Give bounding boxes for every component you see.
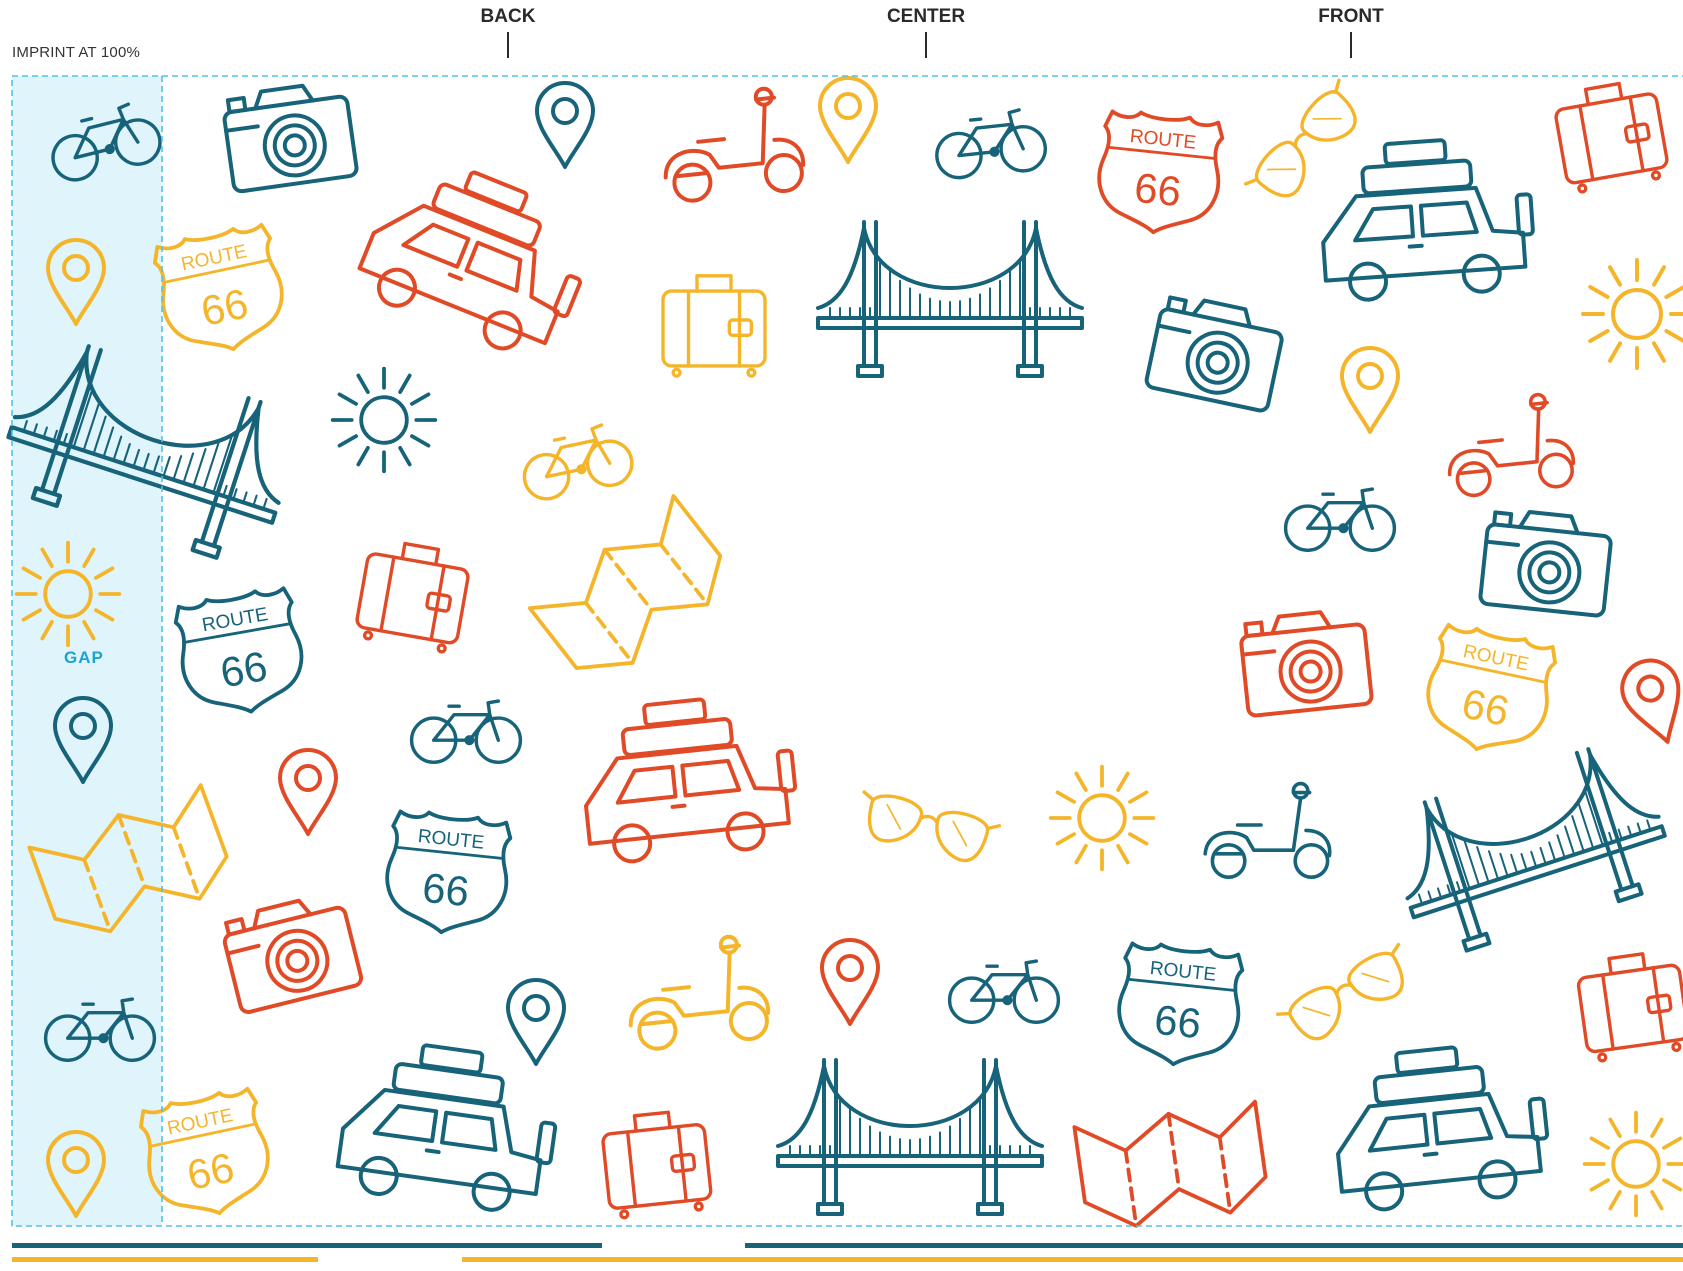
sunglasses-icon [854,789,1000,867]
sun-icon [1585,1113,1683,1216]
route-66-shield-icon [1094,109,1225,239]
svg-text:66: 66 [1132,163,1184,216]
marker-back: BACK [480,6,536,27]
svg-text:66: 66 [1152,995,1204,1048]
location-pin-icon [280,750,336,834]
location-pin-icon [1342,348,1398,432]
svg-text:ROUTE: ROUTE [416,825,486,854]
suitcase-icon [663,276,765,376]
route-66-shield-icon [151,222,292,362]
svg-text:66: 66 [1457,679,1514,735]
camera-icon [221,80,357,192]
camera-icon [1480,508,1613,616]
folded-map-icon [530,496,739,692]
route-66-shield-icon [172,585,310,722]
location-pin-icon [822,940,878,1024]
bottom-bar-yellow-left [12,1257,318,1262]
scooter-icon [1442,392,1576,498]
imprint-label: IMPRINT AT 100% [12,44,141,61]
svg-text:ROUTE: ROUTE [1128,125,1198,154]
bridge-icon [1381,735,1680,963]
bicycle-icon [517,420,636,502]
sunglasses-icon [1276,942,1419,1051]
icon-pattern [0,78,1683,1233]
suitcase-icon [601,1109,713,1219]
scooter-icon [623,933,771,1051]
bicycle-icon [1286,489,1395,550]
marker-center: CENTER [886,6,966,27]
sun-icon [1583,260,1683,368]
bicycle-icon [933,108,1048,180]
car-with-luggage-icon [351,146,603,367]
location-pin-icon [820,78,876,162]
marker-center-tick [925,32,927,58]
bicycle-icon [412,701,521,762]
bicycle-icon [950,961,1059,1022]
svg-text:ROUTE: ROUTE [200,604,270,637]
route-66-shield-icon [1114,941,1245,1071]
car-with-luggage-icon [1317,134,1537,302]
bottom-bars [12,1243,1683,1262]
marker-front-tick [1350,32,1352,58]
scooter-icon [658,85,806,203]
svg-text:66: 66 [196,279,253,335]
folded-map-icon [1074,1102,1269,1233]
bottom-bar-yellow-right [462,1257,1683,1262]
bridge-icon [778,1060,1042,1214]
svg-text:66: 66 [216,642,271,697]
bottom-bar-teal-right [745,1243,1683,1248]
camera-icon [1239,608,1372,716]
svg-text:ROUTE: ROUTE [179,241,249,276]
suitcase-icon [1575,949,1683,1063]
camera-icon [1145,292,1286,412]
sun-icon [333,369,436,472]
sunglasses-icon [1243,78,1370,212]
sun-icon [1051,767,1154,870]
car-with-luggage-icon [576,691,801,866]
location-pin-icon [508,980,564,1064]
camera-icon [219,891,363,1014]
marker-front: FRONT [1318,6,1384,27]
gap-label: GAP [64,648,104,667]
location-pin-icon [537,83,593,167]
bottom-bar-teal-left [12,1243,602,1248]
marker-back-tick [507,32,509,58]
route-66-shield-icon [1418,622,1559,762]
svg-text:ROUTE: ROUTE [1148,957,1218,986]
svg-text:66: 66 [182,1143,239,1199]
location-pin-icon [1615,653,1683,750]
car-with-luggage-icon [1328,1039,1553,1214]
scooter-icon [1205,784,1329,878]
svg-text:ROUTE: ROUTE [1461,641,1531,676]
bridge-icon [818,222,1082,376]
car-with-luggage-icon [335,1035,564,1217]
svg-text:66: 66 [420,863,472,916]
svg-text:ROUTE: ROUTE [165,1105,235,1140]
suitcase-icon [1552,78,1670,194]
suitcase-icon [354,538,472,654]
route-66-shield-icon [382,809,513,939]
